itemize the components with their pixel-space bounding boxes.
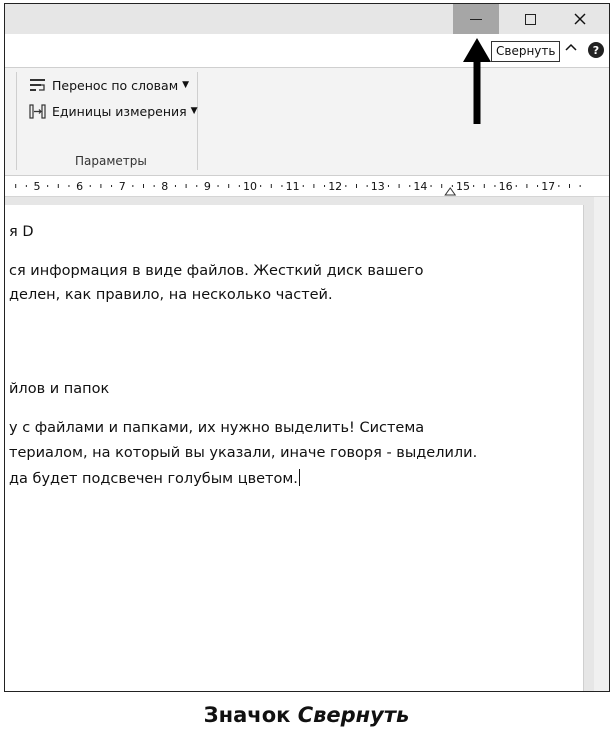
ruler-number: 7 <box>118 180 126 193</box>
ruler-number: 16 <box>498 180 513 193</box>
ruler-number: 5 <box>33 180 41 193</box>
ruler-scale <box>5 176 610 196</box>
heading-line: я D <box>9 224 34 240</box>
heading-line: йлов и папок <box>9 381 110 397</box>
annotation-arrow-icon <box>5 4 610 144</box>
ruler-number: 17 <box>541 180 556 193</box>
paragraph-line: ся информация в виде файлов. Жесткий диск вашего <box>9 263 424 279</box>
paragraph-line: делен, как правило, на несколько частей. <box>9 287 333 303</box>
dropdown-arrow-icon: ▼ <box>190 106 198 116</box>
ruler-number: 11 <box>285 180 300 193</box>
units-label: Единицы измерения <box>52 103 187 119</box>
ribbon-group-label: Параметры <box>75 154 147 168</box>
caption-word: Значок <box>203 703 291 727</box>
paragraph-text: да будет подсвечен голубым цветом. <box>9 471 298 487</box>
figure-caption <box>0 703 613 727</box>
dropdown-arrow-icon: ▼ <box>182 80 190 90</box>
help-icon[interactable]: ? <box>588 42 604 58</box>
ruler-number: 8 <box>161 180 169 193</box>
ruler-number: 10 <box>243 180 257 193</box>
minimize-tooltip: Свернуть <box>491 41 560 62</box>
horizontal-ruler[interactable] <box>5 176 609 197</box>
ruler-number: 13 <box>370 180 385 193</box>
document-page[interactable] <box>5 205 584 692</box>
paragraph-line: териалом, на который вы указали, иначе говоря - выделили. <box>9 445 478 461</box>
ruler-number: 9 <box>203 180 211 193</box>
paragraph-line: у с файлами и папками, их нужно выделить! Система <box>9 420 425 436</box>
text-wrap-label: Перенос по словам <box>52 77 179 93</box>
ruler-number: 14 <box>413 180 428 193</box>
app-window <box>4 3 610 692</box>
ruler-number: 15 <box>456 180 470 193</box>
vertical-scrollbar[interactable] <box>594 197 610 692</box>
ruler-number: 12 <box>328 180 343 193</box>
ruler-number: 6 <box>76 180 84 193</box>
caption-italic-word: Свернуть <box>297 703 410 727</box>
paragraph-line <box>9 469 300 487</box>
text-cursor <box>299 469 300 486</box>
